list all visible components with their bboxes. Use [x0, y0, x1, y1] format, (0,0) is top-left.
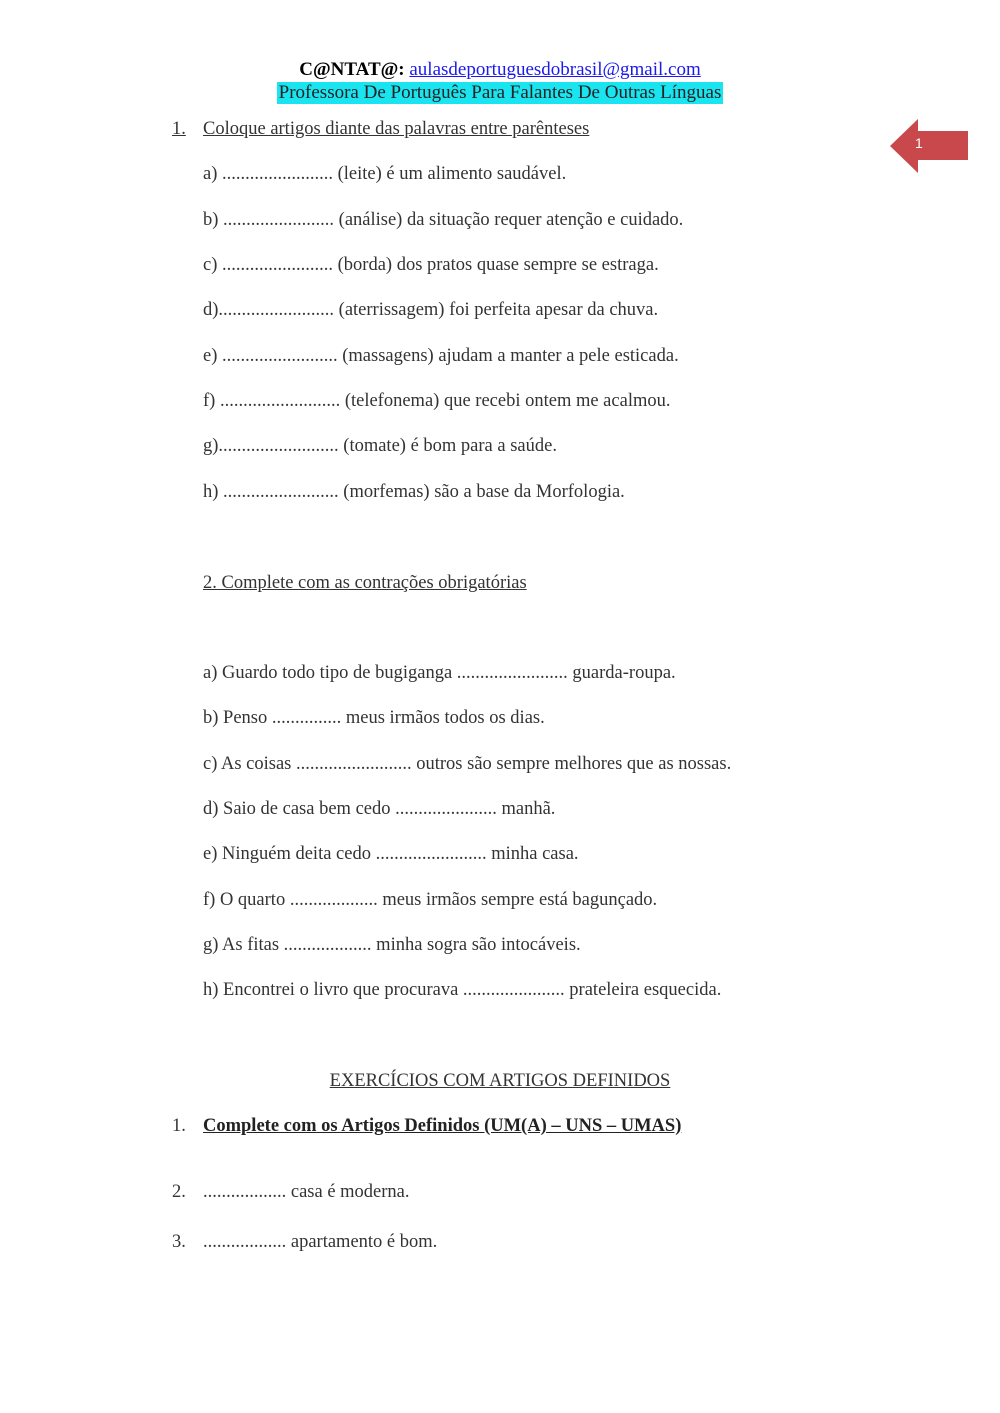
section2-item: h) Encontrei o livro que procurava ...................... prateleira esquecida. — [203, 980, 722, 1000]
section1-item: f) .......................... (telefonema) que recebi ontem me acalmou. — [203, 391, 671, 411]
contact-label: C@NTAT@: — [299, 59, 405, 80]
section3-item-number: 3. — [172, 1232, 186, 1252]
section1-item: b) ........................ (análise) da situação requer atenção e cuidado. — [203, 210, 684, 230]
section2-item: a) Guardo todo tipo de bugiganga ........................ guarda-roupa. — [203, 663, 676, 683]
section3-instruction: Complete com os Artigos Definidos (UM(A) – UNS – UMAS) — [203, 1116, 682, 1136]
section2-item: c) As coisas ......................... outros são sempre melhores que as nossas. — [203, 754, 732, 774]
section2-item: e) Ninguém deita cedo ........................ minha casa. — [203, 844, 579, 864]
section2-title: 2. Complete com as contrações obrigatórias — [203, 573, 527, 593]
section1-item: h) ......................... (morfemas) são a base da Morfologia. — [203, 482, 625, 502]
section3-item-number: 2. — [172, 1182, 186, 1202]
section3-item: .................. apartamento é bom. — [203, 1232, 438, 1252]
section1-item: g).......................... (tomate) é bom para a saúde. — [203, 436, 557, 456]
section2-item: g) As fitas ................... minha sogra são intocáveis. — [203, 935, 581, 955]
section2-item: f) O quarto ................... meus irmãos sempre está bagunçado. — [203, 890, 658, 910]
section1-title: Coloque artigos diante das palavras entre parênteses — [203, 119, 590, 139]
contact-line — [0, 58, 1000, 82]
email-link[interactable]: aulasdeportuguesdobrasil@gmail.com — [409, 59, 701, 80]
section3-item: .................. casa é moderna. — [203, 1182, 410, 1202]
section2-item: b) Penso ............... meus irmãos todos os dias. — [203, 708, 545, 728]
section1-number: 1. — [172, 119, 186, 139]
section3-item-number: 1. — [172, 1116, 186, 1136]
section1-item: e) ......................... (massagens) ajudam a manter a pele esticada. — [203, 346, 679, 366]
page-number: 1 — [915, 135, 923, 151]
subtitle-highlight: Professora De Português Para Falantes De Outras Línguas — [278, 82, 722, 103]
section1-item: c) ........................ (borda) dos pratos quase sempre se estraga. — [203, 255, 659, 275]
section3-heading: EXERCÍCIOS COM ARTIGOS DEFINIDOS — [329, 1071, 671, 1091]
back-arrow-icon[interactable] — [890, 119, 968, 173]
section1-item: a) ........................ (leite) é um alimento saudável. — [203, 164, 567, 184]
section1-item: d)......................... (aterrissagem) foi perfeita apesar da chuva. — [203, 300, 659, 320]
page-header — [0, 58, 1000, 104]
section2-item: d) Saio de casa bem cedo ...................... manhã. — [203, 799, 556, 819]
